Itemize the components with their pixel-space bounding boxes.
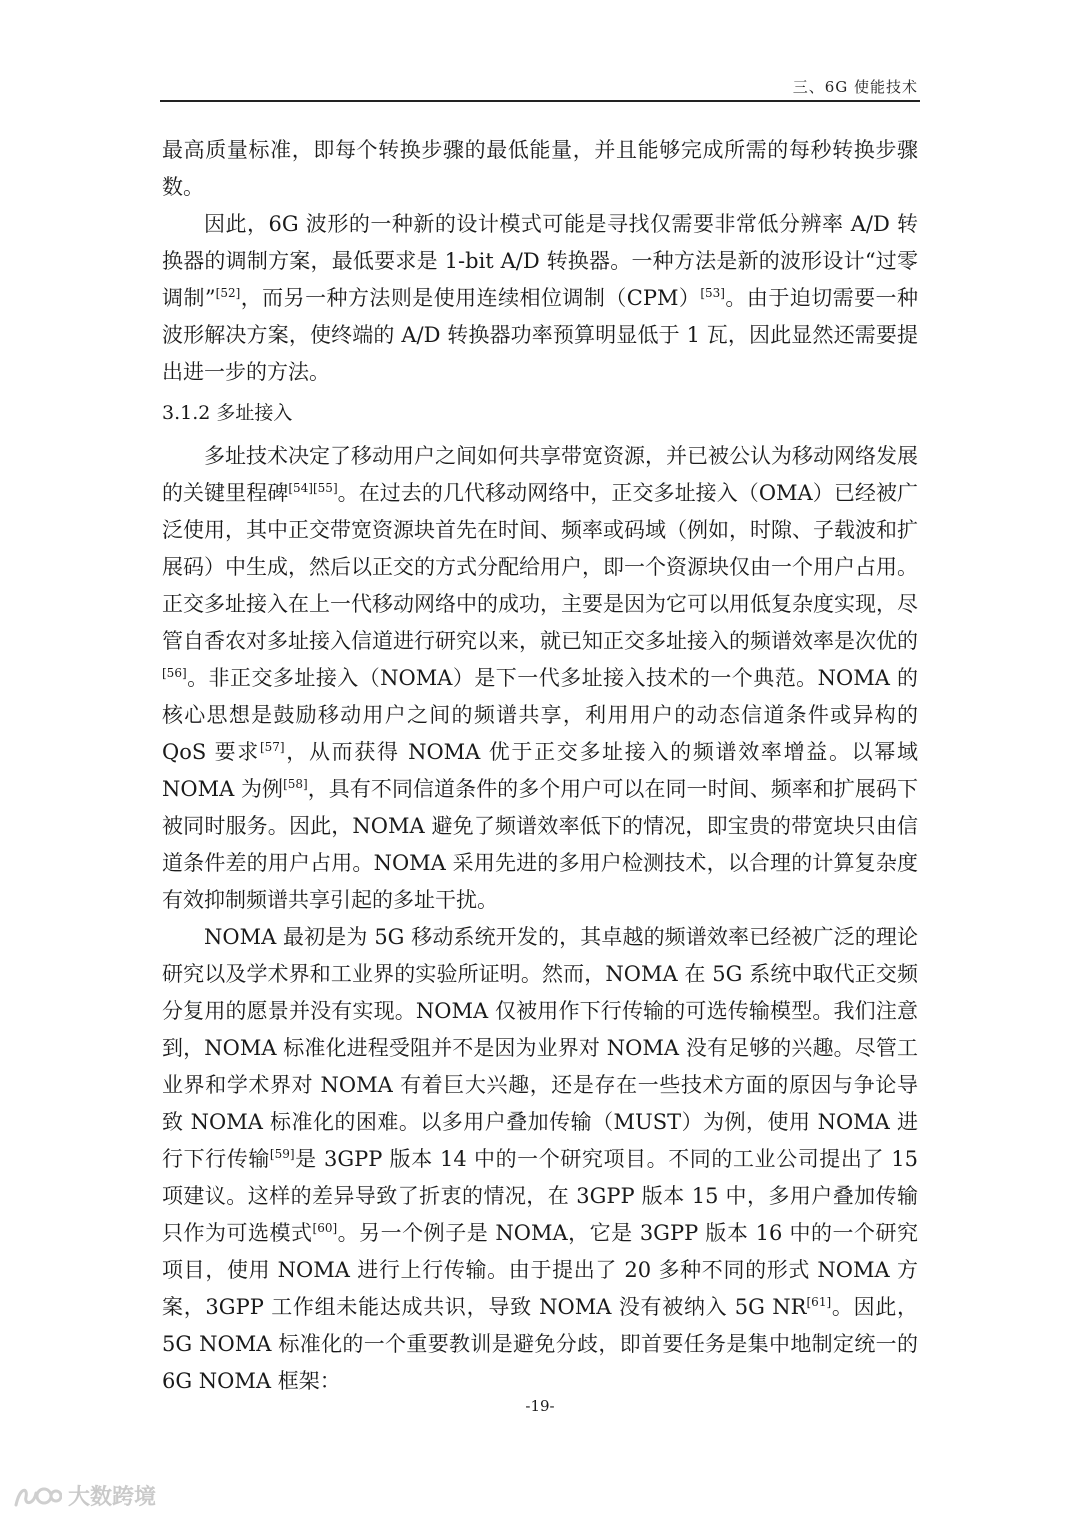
- citation: [57]: [259, 740, 285, 754]
- paragraph-3: [162, 438, 918, 919]
- page-number: -19-: [525, 1397, 555, 1415]
- text-run: 多址技术决定了移动用户之间如何共享带宽资源，并已被公认为移动网络发展的关键里程碑: [162, 444, 918, 505]
- watermark-text: 大数跨境: [68, 1485, 157, 1510]
- text-run: 因此，6G 波形的一种新的设计模式可能是寻找仅需要非常低分辨率 A/D 转换器的调制方案，最低要求是 1-bit A/D 转换器。一种方法是新的波形设计“过零调制”: [162, 212, 918, 310]
- citation: [59]: [269, 1147, 295, 1161]
- paragraph-4: [162, 919, 918, 1400]
- text-run: NOMA 最初是为 5G 移动系统开发的，其卓越的频谱效率已经被广泛的理论研究以及学术界和工业界的实验所证明。然而，NOMA 在 5G 系统中取代正交频分复用的愿景并没有实现。NOMA 仅被用作下行传输的可选传输模型。我们注意到，NOMA 标准化进程受阻并不是因为业界对 NOMA 没有足够的兴趣。尽管工业界和学术界对 NOMA 有着巨大兴趣，还是存在一些技术方面的原因与争论导致 NOMA 标准化的困难。以多用户叠加传输（MUST）为例，使用 NOMA 进行下行传输: [162, 925, 918, 1171]
- citation: [60]: [312, 1221, 338, 1235]
- text-run: 。由于迫切需要一种波形解决方案，使终端的 A/D 转换器功率预算明显低于 1 瓦，因此显然还需要提出进一步的方法。: [162, 286, 918, 384]
- watermark-logo-icon: [14, 1483, 62, 1509]
- text-run: 。因此，5G NOMA 标准化的一个重要教训是避免分歧，即首要任务是集中地制定统一的 6G NOMA 框架：: [162, 1295, 918, 1393]
- citation: [53]: [700, 286, 725, 300]
- citation: [54][55]: [288, 481, 338, 495]
- citation: [56]: [162, 666, 187, 680]
- paragraph-2: [162, 206, 918, 391]
- header-rule: [160, 100, 920, 102]
- text-run: ，从而获得 NOMA 优于正交多址接入的频谱效率增益。以幂域 NOMA 为例: [162, 740, 919, 801]
- citation: [52]: [215, 286, 241, 300]
- text-run: 。非正交多址接入（NOMA）是下一代多址接入技术的一个典范。NOMA 的核心思想是鼓励移动用户之间的频谱共享，利用用户的动态信道条件或异构的 QoS 要求: [162, 666, 918, 764]
- text-run: 是 3GPP 版本 14 中的一个研究项目。不同的工业公司提出了 15 项建议。这样的差异导致了折衷的情况，在 3GPP 版本 15 中，多用户叠加传输只作为可选模式: [162, 1147, 919, 1245]
- paragraph-1: 最高质量标准，即每个转换步骤的最低能量，并且能够完成所需的每秒转换步骤数。: [162, 138, 918, 199]
- watermark: [14, 1480, 156, 1511]
- running-header: 三、6G 使能技术: [792, 78, 918, 96]
- citation: [58]: [283, 777, 308, 791]
- text-run: 。在过去的几代移动网络中，正交多址接入（OMA）已经被广泛使用，其中正交带宽资源块首先在时间、频率或码域（例如，时隙、子载波和扩展码）中生成，然后以正交的方式分配给用户，即一个资源块仅由一个用户占用。正交多址接入在上一代移动网络中的成功，主要是因为它可以用低复杂度实现，尽管自香农对多址接入信道进行研究以来，就已知正交多址接入的频谱效率是次优的: [162, 481, 919, 653]
- section-heading: 3.1.2 多址接入: [162, 402, 293, 424]
- text-run: ，具有不同信道条件的多个用户可以在同一时间、频率和扩展码下被同时服务。因此，NOMA 避免了频谱效率低下的情况，即宝贵的带宽块只由信道条件差的用户占用。NOMA 采用先进的多用户检测技术，以合理的计算复杂度有效抑制频谱共享引起的多址干扰。: [162, 777, 919, 912]
- text-run: ，而另一种方法则是使用连续相位调制（CPM）: [240, 286, 701, 310]
- citation: [61]: [806, 1295, 832, 1309]
- body-text: [162, 132, 918, 1400]
- text-run: 。另一个例子是 NOMA，它是 3GPP 版本 16 中的一个研究项目，使用 NOMA 进行上行传输。由于提出了 20 多种不同的形式 NOMA 方案，3GPP 工作组未能达成共识，导致 NOMA 没有被纳入 5G NR: [162, 1221, 918, 1319]
